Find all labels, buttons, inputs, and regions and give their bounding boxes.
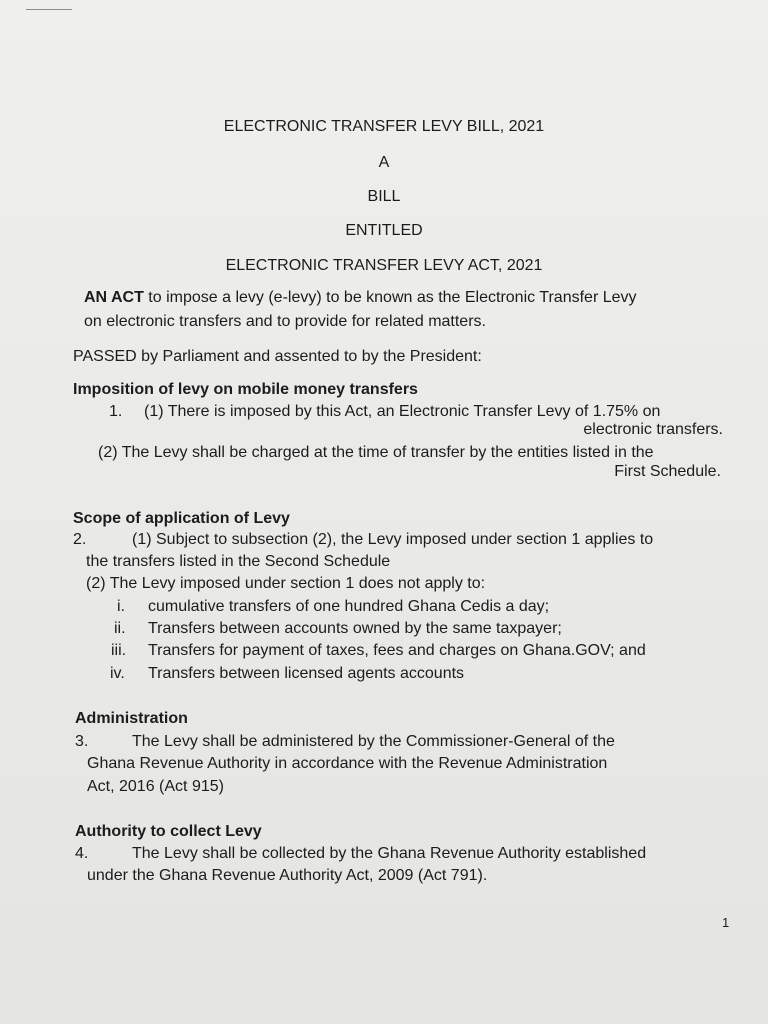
- section-1-sub1-line2: electronic transfers.: [583, 421, 723, 438]
- passed-statement: PASSED by Parliament and assented to by the President:: [73, 348, 482, 365]
- preamble-lead: AN ACT: [84, 289, 144, 306]
- header-bill: BILL: [367, 188, 401, 205]
- list-item-number: ii.: [114, 620, 126, 637]
- section-1-sub2-line2: First Schedule.: [614, 463, 721, 480]
- section-2-sub1-line2: the transfers listed in the Second Schedule: [86, 553, 391, 570]
- list-item: Transfers for payment of taxes, fees and charges on Ghana.GOV; and: [148, 642, 646, 659]
- header-a: A: [378, 154, 390, 171]
- section-3-line3: Act, 2016 (Act 915): [87, 778, 224, 795]
- act-title: ELECTRONIC TRANSFER LEVY ACT, 2021: [225, 257, 543, 274]
- section-1-number: 1.: [109, 403, 123, 420]
- list-item-number: iv.: [110, 665, 125, 682]
- header-entitled: ENTITLED: [345, 222, 423, 239]
- section-1-sub1-line1: (1) There is imposed by this Act, an Electronic Transfer Levy of 1.75% on: [144, 403, 661, 420]
- preamble-line-1: [84, 288, 637, 308]
- section-4-heading: Authority to collect Levy: [75, 823, 262, 840]
- section-2-heading: Scope of application of Levy: [73, 510, 290, 527]
- bill-title: ELECTRONIC TRANSFER LEVY BILL, 2021: [223, 118, 545, 135]
- preamble-line-2: on electronic transfers and to provide for related matters.: [84, 313, 486, 330]
- section-4-line2: under the Ghana Revenue Authority Act, 2009 (Act 791).: [87, 867, 488, 884]
- section-3-number: 3.: [75, 733, 89, 750]
- section-2-number: 2.: [73, 531, 87, 548]
- section-2-sub2: (2) The Levy imposed under section 1 does not apply to:: [86, 575, 486, 592]
- section-2-sub1-line1: (1) Subject to subsection (2), the Levy imposed under section 1 applies to: [132, 531, 654, 548]
- list-item: cumulative transfers of one hundred Ghana Cedis a day;: [148, 598, 550, 615]
- page-number: 1: [722, 915, 730, 930]
- section-3-heading: Administration: [75, 710, 188, 727]
- list-item: Transfers between accounts owned by the same taxpayer;: [148, 620, 562, 637]
- section-1-sub2-line1: (2) The Levy shall be charged at the time of transfer by the entities listed in the: [98, 444, 654, 461]
- list-item: Transfers between licensed agents accounts: [148, 665, 465, 682]
- preamble-text: to impose a levy (e-levy) to be known as the Electronic Transfer Levy: [143, 289, 637, 306]
- section-1-heading: Imposition of levy on mobile money transfers: [73, 381, 418, 398]
- section-4-line1: The Levy shall be collected by the Ghana Revenue Authority established: [132, 845, 647, 862]
- section-3-line1: The Levy shall be administered by the Commissioner-General of the: [132, 733, 615, 750]
- list-item-number: i.: [117, 598, 125, 615]
- section-4-number: 4.: [75, 845, 89, 862]
- section-3-line2: Ghana Revenue Authority in accordance with the Revenue Administration: [87, 755, 608, 772]
- top-rule: [26, 9, 72, 10]
- list-item-number: iii.: [111, 642, 127, 659]
